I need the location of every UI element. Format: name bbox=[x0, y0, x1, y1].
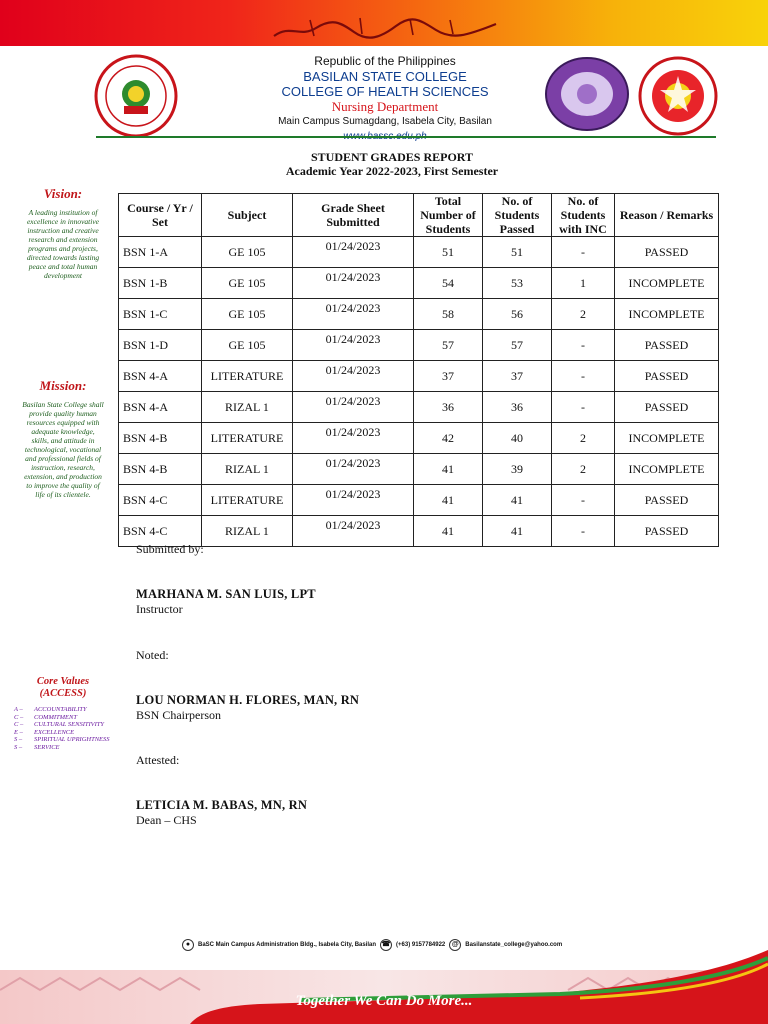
attested-by-role: Dean – CHS bbox=[136, 813, 197, 827]
cell-remarks: INCOMPLETE bbox=[615, 454, 719, 485]
table-row bbox=[119, 516, 719, 547]
attested-by-name: LETICIA M. BABAS, MN, RN bbox=[136, 798, 308, 812]
email-icon: @ bbox=[449, 939, 461, 951]
cell-remarks: PASSED bbox=[615, 392, 719, 423]
cell-passed: 36 bbox=[483, 392, 552, 423]
mission-text: Basilan State College shall provide quality human resources equipped with adequate knowledge, skills, and attitude in technological, vocational and professional fields of instruction, research, extension, and production to improve the quality of life of its clientele. bbox=[22, 400, 104, 499]
cell-course: BSN 1-D bbox=[119, 330, 202, 361]
cell-inc: - bbox=[552, 516, 615, 547]
cell-total: 58 bbox=[414, 299, 483, 330]
footer-email[interactable]: Basilanstate_college@yahoo.com bbox=[465, 942, 563, 948]
cell-total: 41 bbox=[414, 454, 483, 485]
cell-course: BSN 4-C bbox=[119, 516, 202, 547]
table-row bbox=[119, 392, 719, 423]
core-values-list bbox=[14, 706, 112, 751]
cell-inc: 2 bbox=[552, 299, 615, 330]
table-row bbox=[119, 485, 719, 516]
cell-passed: 41 bbox=[483, 516, 552, 547]
cell-remarks: INCOMPLETE bbox=[615, 299, 719, 330]
header-total-students: Total Number of Students bbox=[414, 194, 483, 237]
cell-inc: 1 bbox=[552, 268, 615, 299]
noted-by-name: LOU NORMAN H. FLORES, MAN, RN bbox=[136, 693, 360, 707]
table-row bbox=[119, 330, 719, 361]
footer-address: BaSC Main Campus Administration Bldg., Isabela City, Basilan bbox=[198, 942, 377, 948]
header-course: Course / Yr / Set bbox=[119, 194, 202, 237]
header-students-inc: No. of Students with INC bbox=[552, 194, 615, 237]
core-value-item: S – SPIRITUAL UPRIGHTNESS bbox=[14, 736, 110, 743]
cell-total: 54 bbox=[414, 268, 483, 299]
cell-grade-sheet: 01/24/2023 bbox=[293, 485, 414, 516]
cell-course: BSN 4-C bbox=[119, 485, 202, 516]
cell-grade-sheet: 01/24/2023 bbox=[293, 516, 414, 547]
college-of-health-sciences-seal bbox=[544, 56, 630, 132]
cell-remarks: PASSED bbox=[615, 485, 719, 516]
header-students-passed: No. of Students Passed bbox=[483, 194, 552, 237]
core-values-block bbox=[14, 676, 112, 751]
cell-total: 41 bbox=[414, 485, 483, 516]
cell-inc: - bbox=[552, 392, 615, 423]
cell-grade-sheet: 01/24/2023 bbox=[293, 299, 414, 330]
cell-total: 42 bbox=[414, 423, 483, 454]
cell-total: 41 bbox=[414, 516, 483, 547]
cell-grade-sheet: 01/24/2023 bbox=[293, 268, 414, 299]
cell-course: BSN 4-B bbox=[119, 423, 202, 454]
cell-grade-sheet: 01/24/2023 bbox=[293, 237, 414, 268]
republic-text: Republic of the Philippines bbox=[314, 54, 456, 68]
table-header-row bbox=[119, 194, 719, 237]
header-remarks: Reason / Remarks bbox=[615, 194, 719, 237]
cell-passed: 37 bbox=[483, 361, 552, 392]
cell-subject: GE 105 bbox=[202, 237, 293, 268]
table-row bbox=[119, 237, 719, 268]
cell-inc: - bbox=[552, 485, 615, 516]
chs-name: COLLEGE OF HEALTH SCIENCES bbox=[281, 84, 489, 99]
noted-by-block bbox=[136, 693, 359, 723]
cell-remarks: PASSED bbox=[615, 237, 719, 268]
report-title-line1: STUDENT GRADES REPORT bbox=[310, 150, 474, 164]
institution-header bbox=[240, 54, 530, 144]
core-value-item: C – CULTURAL SENSITIVITY bbox=[14, 721, 105, 728]
vision-text: A leading institution of excellence in innovative instruction and creative research and extension programs and projects, directed towards lasting peace and total human development bbox=[26, 208, 100, 280]
report-title-line2: Academic Year 2022-2023, First Semester bbox=[285, 164, 499, 178]
cell-passed: 51 bbox=[483, 237, 552, 268]
cell-subject: LITERATURE bbox=[202, 361, 293, 392]
cell-remarks: INCOMPLETE bbox=[615, 423, 719, 454]
cell-passed: 41 bbox=[483, 485, 552, 516]
cell-remarks: INCOMPLETE bbox=[615, 268, 719, 299]
report-title bbox=[0, 150, 768, 178]
cell-subject: GE 105 bbox=[202, 330, 293, 361]
footer-decorative-band bbox=[0, 950, 768, 1024]
cell-inc: - bbox=[552, 237, 615, 268]
campus-address: Main Campus Sumagdang, Isabela City, Basilan bbox=[278, 116, 492, 127]
core-value-item: A – ACCOUNTABILITY bbox=[14, 706, 87, 713]
table-row bbox=[119, 454, 719, 485]
phone-icon: ☎ bbox=[380, 939, 392, 951]
vision-heading: Vision: bbox=[43, 186, 83, 201]
core-values-heading: Core Values (ACCESS) bbox=[36, 676, 90, 699]
cell-subject: RIZAL 1 bbox=[202, 516, 293, 547]
footer-phone: (+63) 9157784922 bbox=[396, 942, 446, 948]
cell-course: BSN 4-B bbox=[119, 454, 202, 485]
cell-grade-sheet: 01/24/2023 bbox=[293, 392, 414, 423]
cell-subject: LITERATURE bbox=[202, 423, 293, 454]
cell-remarks: PASSED bbox=[615, 361, 719, 392]
cell-subject: GE 105 bbox=[202, 268, 293, 299]
cell-inc: - bbox=[552, 330, 615, 361]
cell-inc: 2 bbox=[552, 454, 615, 485]
table-row bbox=[119, 268, 719, 299]
cell-grade-sheet: 01/24/2023 bbox=[293, 330, 414, 361]
noted-label: Noted: bbox=[136, 648, 169, 662]
cell-subject: LITERATURE bbox=[202, 485, 293, 516]
vision-block bbox=[14, 186, 112, 280]
cell-passed: 57 bbox=[483, 330, 552, 361]
cell-total: 51 bbox=[414, 237, 483, 268]
cell-grade-sheet: 01/24/2023 bbox=[293, 361, 414, 392]
college-name: BASILAN STATE COLLEGE bbox=[303, 69, 467, 84]
basilan-state-college-seal bbox=[94, 54, 178, 138]
cell-grade-sheet: 01/24/2023 bbox=[293, 454, 414, 485]
cell-total: 57 bbox=[414, 330, 483, 361]
bismillah-calligraphy bbox=[270, 14, 500, 42]
core-value-item: C – COMMITMENT bbox=[14, 713, 77, 721]
cell-course: BSN 1-A bbox=[119, 237, 202, 268]
footer-slogan: Together We Can Do More... bbox=[295, 993, 473, 1009]
cell-passed: 39 bbox=[483, 454, 552, 485]
header-divider bbox=[96, 136, 716, 138]
grades-table bbox=[118, 193, 719, 547]
cell-passed: 56 bbox=[483, 299, 552, 330]
department-of-nursing-seal bbox=[638, 54, 718, 138]
table-row bbox=[119, 299, 719, 330]
cell-course: BSN 1-B bbox=[119, 268, 202, 299]
cell-inc: - bbox=[552, 361, 615, 392]
noted-by-role: BSN Chairperson bbox=[136, 708, 221, 722]
table-row bbox=[119, 361, 719, 392]
cell-course: BSN 4-A bbox=[119, 361, 202, 392]
submitted-by-block bbox=[136, 587, 316, 617]
core-value-item: E – EXCELLENCE bbox=[14, 728, 75, 736]
cell-grade-sheet: 01/24/2023 bbox=[293, 423, 414, 454]
core-value-item: S – SERVICE bbox=[14, 743, 60, 751]
table-row bbox=[119, 423, 719, 454]
header-grade-sheet: Grade Sheet Submitted bbox=[293, 194, 414, 237]
submitted-by-role: Instructor bbox=[136, 602, 183, 616]
attested-by-block bbox=[136, 798, 307, 828]
cell-subject: RIZAL 1 bbox=[202, 392, 293, 423]
mission-heading: Mission: bbox=[39, 378, 87, 393]
cell-course: BSN 4-A bbox=[119, 392, 202, 423]
cell-inc: 2 bbox=[552, 423, 615, 454]
submitted-by-name: MARHANA M. SAN LUIS, LPT bbox=[136, 587, 316, 601]
cell-subject: GE 105 bbox=[202, 299, 293, 330]
cell-course: BSN 1-C bbox=[119, 299, 202, 330]
cell-remarks: PASSED bbox=[615, 330, 719, 361]
cell-subject: RIZAL 1 bbox=[202, 454, 293, 485]
cell-passed: 40 bbox=[483, 423, 552, 454]
submitted-by-label: Submitted by: bbox=[136, 542, 204, 556]
department-name: Nursing Department bbox=[331, 99, 439, 114]
header-subject: Subject bbox=[202, 194, 293, 237]
cell-total: 36 bbox=[414, 392, 483, 423]
mission-block bbox=[14, 378, 112, 499]
location-pin-icon: ● bbox=[182, 939, 194, 951]
attested-label: Attested: bbox=[136, 753, 180, 767]
cell-remarks: PASSED bbox=[615, 516, 719, 547]
cell-total: 37 bbox=[414, 361, 483, 392]
cell-passed: 53 bbox=[483, 268, 552, 299]
